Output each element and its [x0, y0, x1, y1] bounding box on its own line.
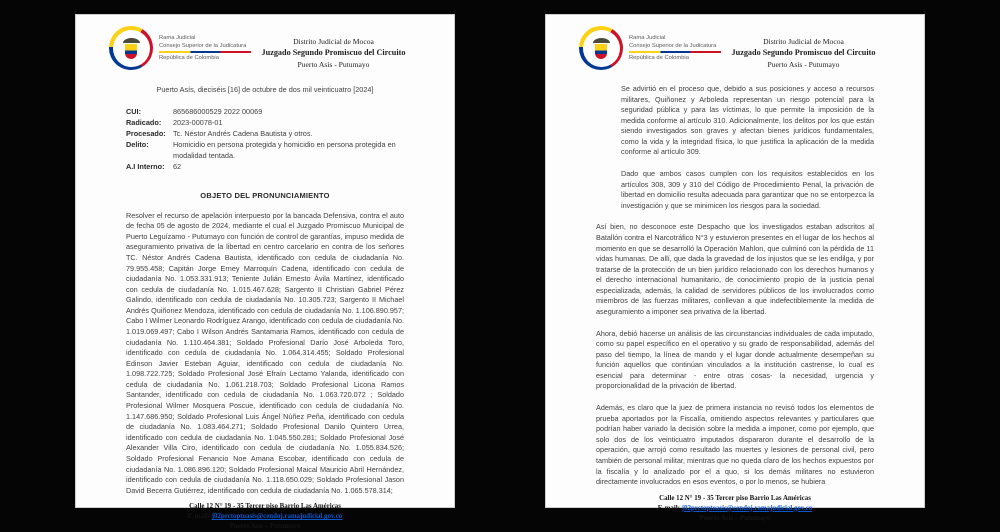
org-council: Consejo Superior de la Judicatura: [629, 42, 717, 49]
document-header: [579, 26, 886, 70]
coat-of-arms-icon: [109, 26, 153, 70]
document-footer: [126, 496, 404, 532]
page2-paragraph-4: Ahora, debió hacerse un análisis de las circunstancias individuales de cada imputado, como su papel específico en el operativo y su grado de responsabilidad, además del paso del tiempo, la línea de mando y el lugar donde actualmente desempeñan su función aquellos que continúan vinculados a la institución castrense, lo cual es esencial para determinar - entre otras cosas- la necesidad, urgencia y proporcionalidad de la privación de libertad.: [596, 328, 874, 391]
org-country: República de Colombia: [629, 55, 689, 62]
judicial-district: Distrito Judicial de Mocoa: [293, 37, 374, 47]
tricolor-divider: [159, 51, 251, 53]
org-name: Rama Judicial: [629, 34, 666, 41]
date-line: Puerto Asís, dieciséis [16] de octubre de dos mil veinticuatro [2024]: [156, 85, 374, 94]
org-country: República de Colombia: [159, 55, 219, 62]
tricolor-divider: [629, 51, 721, 53]
meta-value-procesado: Tc. Néstor Andrés Cadena Bautista y otros.: [173, 128, 313, 138]
judicial-district: Distrito Judicial de Mocoa: [763, 37, 844, 47]
shield-icon: [125, 44, 137, 59]
footer-email-label: E-mail:: [187, 513, 210, 521]
court-name: Juzgado Segundo Promiscuo del Circuito: [731, 48, 876, 58]
page1-paragraph: Resolver el recurso de apelación interpuesto por la bancada Defensiva, contra el auto de fecha 05 de agosto de 2024, mediante el cual el Juzgado Promiscuo Municipal de Puerto Leguízamo - Putumayo con función de control de garantías, impuso medida de aseguramiento privativa de la libertad en centro carcelario en contra de los señores TC. Néstor Andrés Cadena Bautista, identificado con cedula de ciudadanía No. 79.955.458; Capitán Jorge Erney Marroquín Cadena, identificado con cedula de ciudadanía No. 1.053.331.913; Teniente Julián Ernesto Ávila Martínez, identificado con cedula de ciudadanía No. 1.015.467.628; Sargento II Christian Gabriel Pérez Galindo, identificado con cedula de ciudadanía No. 10.305.723; Sargento II Michael Andrés Quiñonez Mendoza, identificado con cedula de ciudadanía No. 1.106.890.957; Cabo I Wilmer Leonardo Rodríguez Arango, identificado con cedula de ciudadanía No. 1.019.069.497; Cabo I Wilson Andrés Santamaria Ramos, identificado con cedula de ciudadanía No. 1.110.464.381; Soldado Profesional Darío José Arboleda Toro, identificado con cedula de ciudadanía No. 1.064.314.455; Soldado Profesional Edinson Javier Esteban Aguiar, identificado con cedula de ciudadanía No. 1.098.722.725; Soldado Profesional José Efraín Lectamo Yalanda, identificado con cedula de ciudadanía No. 1.061.218.703; Soldado Profesional Licona Ramos Santander, identificado con cedula de ciudadanía No. 1.063.720.072 ; Soldado Profesional Wilmer Mosquera Poscue, identificado con cedula de ciudadanía No. 1.147.686.950; Soldado Profesional Luis Ángel Núñez Peña, identificado con cedula de ciudadanía No. 1.083.464.271; Soldado Profesional Danilo Quintero Urrea, identificado con cedula de ciudadanía No. 1.045.550.281; Soldado Profesional José Alexander Villa Ciro, identificado con cedula de ciudadanía No. 1.055.834.526; Soldado Profesional Fenancio Noe Amana Escobar, identificado con cedula de ciudadanía No. 1.086.896.120; Soldado Profesional Maical Mauricio Abril Hernández, identificado con cedula de ciudadanía No. 1.118.650.029; Soldado Profesional Jason David Becerra Gutiérrez, identificado con cedula de ciudadanía No. 1.065.578.314;: [126, 210, 404, 495]
page2-paragraph-3: Así bien, no desconoce este Despacho que los investigados estaban adscritos al Batallón contra el Narcotráfico N°3 y estuvieron presentes en el lugar de los hechos al momento en que se desarrolló la Operación Mahlon, que culminó con la pérdida de 11 vidas humanas. De allí, que dada la gravedad de los injustos que se les endilga, y por tratarse de la protección de un bien jurídico relacionado con los derechos humanos y el derecho internacional humanitario, de conocimiento propio de la justicia penal especializada, además, la calidad de servidores públicos de los involucrados como miembros de las fuerzas militares, conllevan a que indefectiblemente la medida de aseguramiento a imponer sea privativa de la libertad.: [596, 222, 874, 316]
coat-of-arms-inner: [583, 30, 620, 67]
meta-label-delito: Delito:: [126, 139, 149, 149]
section-title: OBJETO DEL PRONUNCIAMIENTO: [200, 190, 330, 200]
meta-value-delito: Homicidio en persona protegida y homicidio en persona protegida en modalidad tentada.: [173, 139, 396, 160]
footer-email-link[interactable]: j02prctoptoasis@cendoj.ramajudicial.gov.co: [211, 513, 343, 521]
page2-paragraph-2: Dado que ambos casos cumplen con los requisitos establecidos en los artículos 308, 309 y 310 del Código de Procedimiento Penal, la privación de libertad en domicilio resulta adecuada para garantizar que no se entorpezca la investigación y que se minimicen los riesgos para la sociedad.: [621, 169, 874, 210]
footer-email-line: [126, 512, 404, 522]
condor-icon: [593, 38, 610, 43]
footer-address: Calle 12 N° 19 - 35 Tercer piso Barrio Las Américas: [189, 503, 341, 511]
document-footer: [596, 488, 874, 524]
case-metadata: [126, 107, 404, 173]
coat-of-arms-icon: [579, 26, 623, 70]
court-city: Puerto Asís - Putumayo: [297, 59, 370, 69]
page2-paragraph-5: Además, es claro que la juez de primera instancia no revisó todos los elementos de prueba aportados por la Fiscalía, omitiendo aspectos relevantes y particulares que podrían haber variado la decisión sobre la medida a imponer, como por ejemplo, que solo dos de los veinticuatro imputados dispararon durante el desarrollo de la operación, que arrojó como resultado las muertes y lesiones de personal civil, pero también de personal militar, mientras que no queda claro de los hechos expuestos por la fiscalía y lo analizado por el a quo, si los demás militares no estuvieron directamente involucrados en esos eventos, o por lo menos, se hubiera: [596, 403, 874, 487]
footer-email-link[interactable]: j02prctoptoasis@cendoj.ramajudicial.gov.co: [681, 504, 813, 512]
page2-paragraph-1: Se advirtió en el proceso que, debido a sus posiciones y acceso a recursos militares, Quiñonez y Arboleda representan un riesgo potencial para la seguridad pública y para las víctimas, lo que permite la imposición de la medida conforme al artículo 310. Adicionalmente, los delitos por los que están siendo investigados son graves y afectan bienes jurídicos fundamentales, como la vida y la integridad física, lo que justifica la aplicación de la medida conforme al artículo 309.: [621, 84, 874, 157]
document-header: [109, 26, 416, 70]
coat-of-arms-inner: [113, 30, 150, 67]
meta-value-radicado: 2023-00078-01: [173, 117, 223, 127]
footer-city: Puerto Asís – Putumayo: [229, 523, 301, 531]
court-block: [251, 26, 416, 70]
meta-label-cui: CUI:: [126, 107, 141, 116]
meta-label-interno: A.I Interno:: [126, 161, 165, 171]
footer-email-line: [596, 504, 874, 514]
footer-city: Puerto Asís – Putumayo: [699, 514, 771, 522]
court-block: [721, 26, 886, 70]
document-page-1: [75, 14, 455, 531]
org-block: [629, 34, 721, 62]
condor-icon: [123, 38, 140, 43]
shield-icon: [595, 44, 607, 59]
org-block: [159, 34, 251, 62]
meta-label-radicado: Radicado:: [126, 117, 162, 127]
footer-address: Calle 12 N° 19 - 35 Tercer piso Barrio Las Américas: [659, 494, 811, 502]
court-name: Juzgado Segundo Promiscuo del Circuito: [261, 48, 406, 58]
meta-value-cui: 865686000529 2022 00069: [173, 107, 263, 116]
org-name: Rama Judicial: [159, 34, 196, 41]
footer-email-label: E-mail:: [657, 504, 680, 512]
meta-value-interno: 62: [173, 161, 182, 171]
meta-label-procesado: Procesado:: [126, 128, 166, 138]
court-city: Puerto Asís - Putumayo: [767, 59, 840, 69]
document-page-2: [545, 14, 925, 522]
org-council: Consejo Superior de la Judicatura: [159, 42, 247, 49]
